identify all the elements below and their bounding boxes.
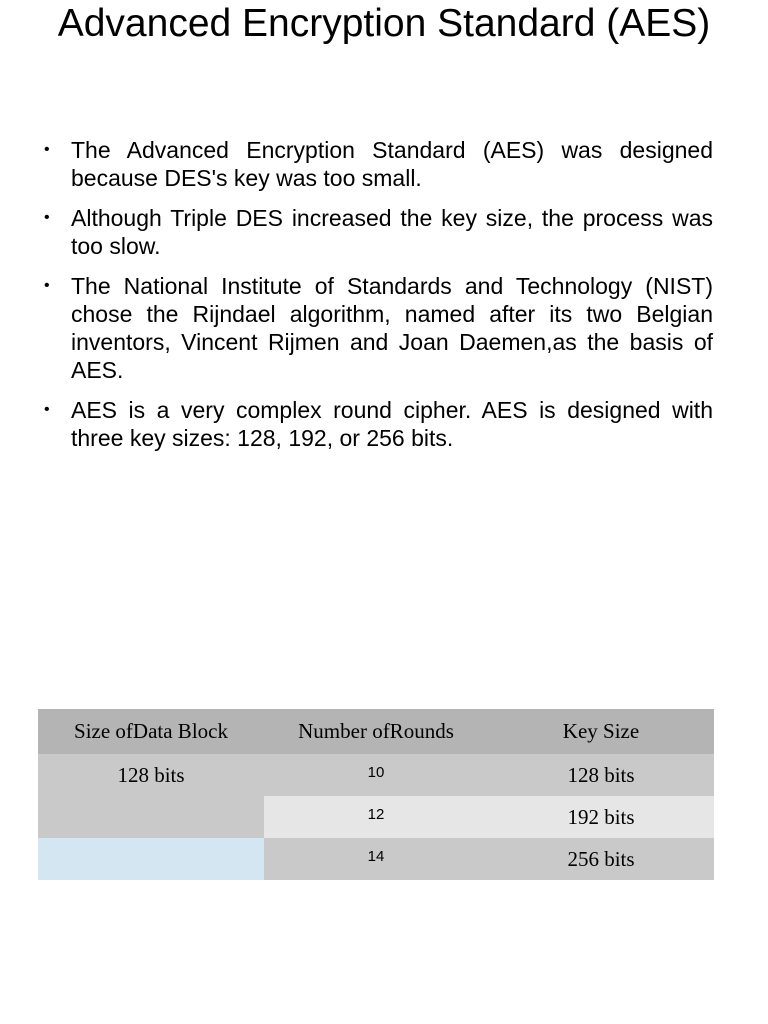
bullet-item <box>0 396 768 452</box>
bullet-icon: • <box>44 209 50 226</box>
header-block-size: Size ofData Block <box>38 709 264 754</box>
bullet-item <box>0 272 768 384</box>
bullet-text: The Advanced Encryption Standard (AES) was designed because DES's key was too small. <box>71 137 713 191</box>
cell-rounds: 12 <box>264 796 488 838</box>
cell-block-size: 128 bits <box>38 754 264 796</box>
bullet-icon: • <box>44 277 50 294</box>
table-row <box>38 838 714 880</box>
header-rounds: Number ofRounds <box>264 709 488 754</box>
bullet-text: AES is a very complex round cipher. AES is designed with three key sizes: 128, 192, or 256 bits. <box>71 397 713 451</box>
cell-block-size <box>38 796 264 838</box>
table-row <box>38 754 714 796</box>
table-row <box>38 796 714 838</box>
bullet-icon: • <box>44 141 50 158</box>
cell-block-size <box>38 838 264 880</box>
bullet-item <box>0 204 768 260</box>
cell-key-size: 192 bits <box>488 796 714 838</box>
bullet-list <box>0 136 768 464</box>
bullet-text: The National Institute of Standards and Technology (NIST) chose the Rijndael algorithm, named after its two Belgian inventors, Vincent Rijmen and Joan Daemen,as the basis of AES. <box>71 273 713 383</box>
table-header-row <box>38 709 714 754</box>
cell-key-size: 256 bits <box>488 838 714 880</box>
slide-title: Advanced Encryption Standard (AES) <box>57 2 711 45</box>
aes-parameters-table <box>38 709 714 880</box>
cell-rounds: 14 <box>264 838 488 880</box>
bullet-text: Although Triple DES increased the key size, the process was too slow. <box>71 205 713 259</box>
bullet-icon: • <box>44 401 50 418</box>
cell-key-size: 128 bits <box>488 754 714 796</box>
bullet-item <box>0 136 768 192</box>
cell-rounds: 10 <box>264 754 488 796</box>
header-key-size: Key Size <box>488 709 714 754</box>
